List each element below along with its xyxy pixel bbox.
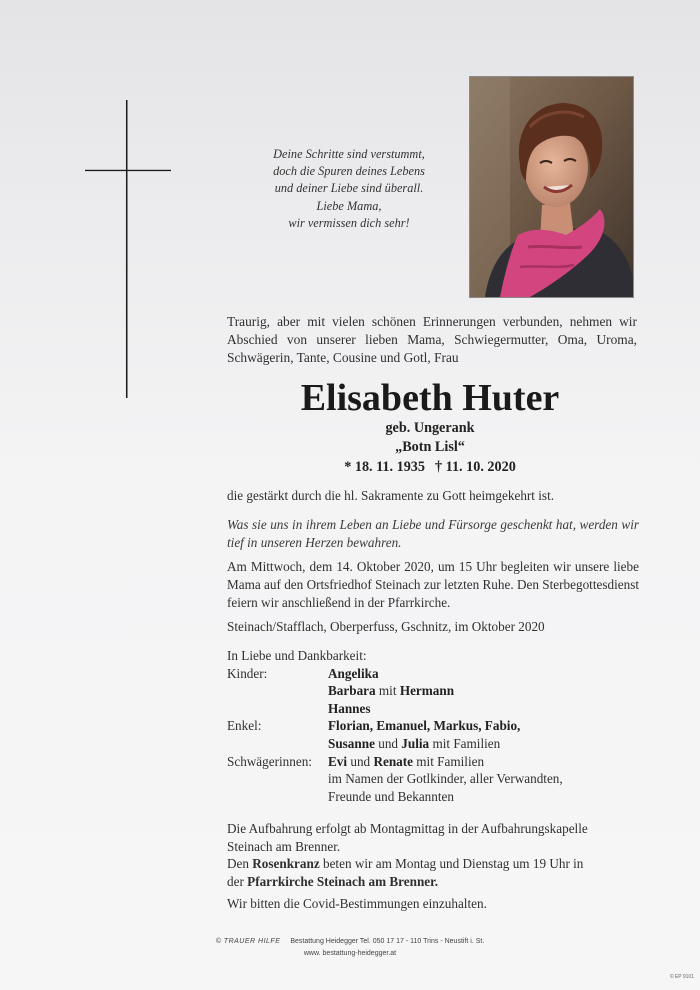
grandchildren-label: Enkel: — [227, 718, 262, 734]
grandchildren-names: Florian, Emanuel, Markus, Fabio, — [328, 718, 521, 734]
text-fragment: Den — [227, 856, 253, 872]
sisters-in-law-label: Schwägerinnen: — [227, 753, 312, 769]
connector-text: mit Familien — [413, 753, 485, 769]
viewing-line: Die Aufbahrung erfolgt ab Montagmittag in der Aufbahrungskapelle — [227, 821, 588, 836]
connector-text: mit — [375, 683, 400, 699]
sacrament-line: die gestärkt durch die hl. Sakramente zu Gott heimgekehrt ist. — [227, 488, 555, 503]
brand-logo: © TRAUER HILFE — [215, 938, 281, 945]
poem-line: Liebe Mama, — [316, 198, 382, 213]
viewing-info — [227, 820, 647, 890]
sister-in-law-name: Evi — [328, 753, 348, 769]
child-name: Barbara — [328, 683, 376, 699]
covid-notice: Wir bitten die Covid-Bestimmungen einzuhalten. — [227, 896, 487, 911]
text-fragment: der — [227, 873, 248, 889]
place-date: Steinach/Stafflach, Oberperfuss, Gschnitz, im Oktober 2020 — [227, 619, 545, 634]
company-info: Bestattung Heidegger Tel. 050 17 17 - 110 Trins - Neustift i. St. — [290, 938, 485, 945]
text-fragment: beten wir am Montag und Dienstag um 19 Uhr in — [319, 856, 584, 872]
connector-text: mit Familien — [429, 735, 501, 751]
poem-line: und deiner Liebe sind überall. — [274, 181, 424, 196]
life-dates — [220, 459, 640, 476]
rosary-line — [227, 855, 647, 873]
nickname: „Botn Lisl“ — [395, 439, 465, 455]
deceased-name: Elisabeth Huter — [300, 377, 560, 419]
church-name: Pfarrkirche Steinach am Brenner. — [247, 873, 439, 889]
others-line: Freunde und Bekannten — [328, 788, 454, 804]
children-label: Kinder: — [227, 665, 268, 681]
poem-line: Deine Schritte sind verstummt, — [273, 147, 425, 161]
footer-url[interactable]: www. bestattung-heidegger.at — [303, 950, 397, 957]
mourners-heading: In Liebe und Dankbarkeit: — [227, 648, 367, 663]
portrait-photo — [469, 76, 634, 298]
church-line — [227, 873, 647, 891]
birth-date: * 18. 11. 1935 — [344, 459, 425, 475]
poem-line: doch die Spuren deines Lebens — [273, 164, 425, 179]
viewing-line: Steinach am Brenner. — [227, 838, 341, 854]
others-line: im Namen der Gotlkinder, aller Verwandten, — [328, 771, 563, 787]
document-code: © EP 9101 — [669, 974, 694, 980]
connector-text: und — [347, 753, 374, 769]
born-name: geb. Ungerank — [385, 420, 475, 436]
intro-text: Traurig, aber mit vielen schönen Erinnerungen verbunden, nehmen wir Abschied von unserer lieben Mama, Schwiegermutter, Oma, Uroma, Schwägerin, Tante, Cousine und Gotl, Frau — [227, 314, 637, 365]
death-date: † 11. 10. 2020 — [435, 459, 516, 475]
poem-line: wir vermissen dich sehr! — [288, 215, 410, 230]
sister-in-law-name: Renate — [373, 753, 413, 769]
child-name: Angelika — [328, 665, 379, 681]
funeral-info: Am Mittwoch, dem 14. Oktober 2020, um 15 Uhr begleiten wir unsere liebe Mama auf den Ortsfriedhof Steinach zur letzten Ruhe. Den Sterbegottesdienst feiern wir anschließend in der Pfarrkirche. — [227, 559, 639, 610]
grandchild-name: Susanne — [328, 735, 375, 751]
grandchild-name: Julia — [401, 735, 430, 751]
rosary-word: Rosenkranz — [252, 856, 320, 872]
mourners-list — [227, 647, 647, 805]
child-name: Hannes — [328, 700, 371, 716]
quote-text: Was sie uns in ihrem Leben an Liebe und Fürsorge geschenkt hat, werden wir tief in unseren Herzen bewahren. — [227, 517, 639, 550]
connector-text: und — [374, 735, 402, 751]
partner-name: Hermann — [399, 683, 455, 699]
poem — [236, 146, 462, 232]
footer-line — [0, 938, 700, 945]
